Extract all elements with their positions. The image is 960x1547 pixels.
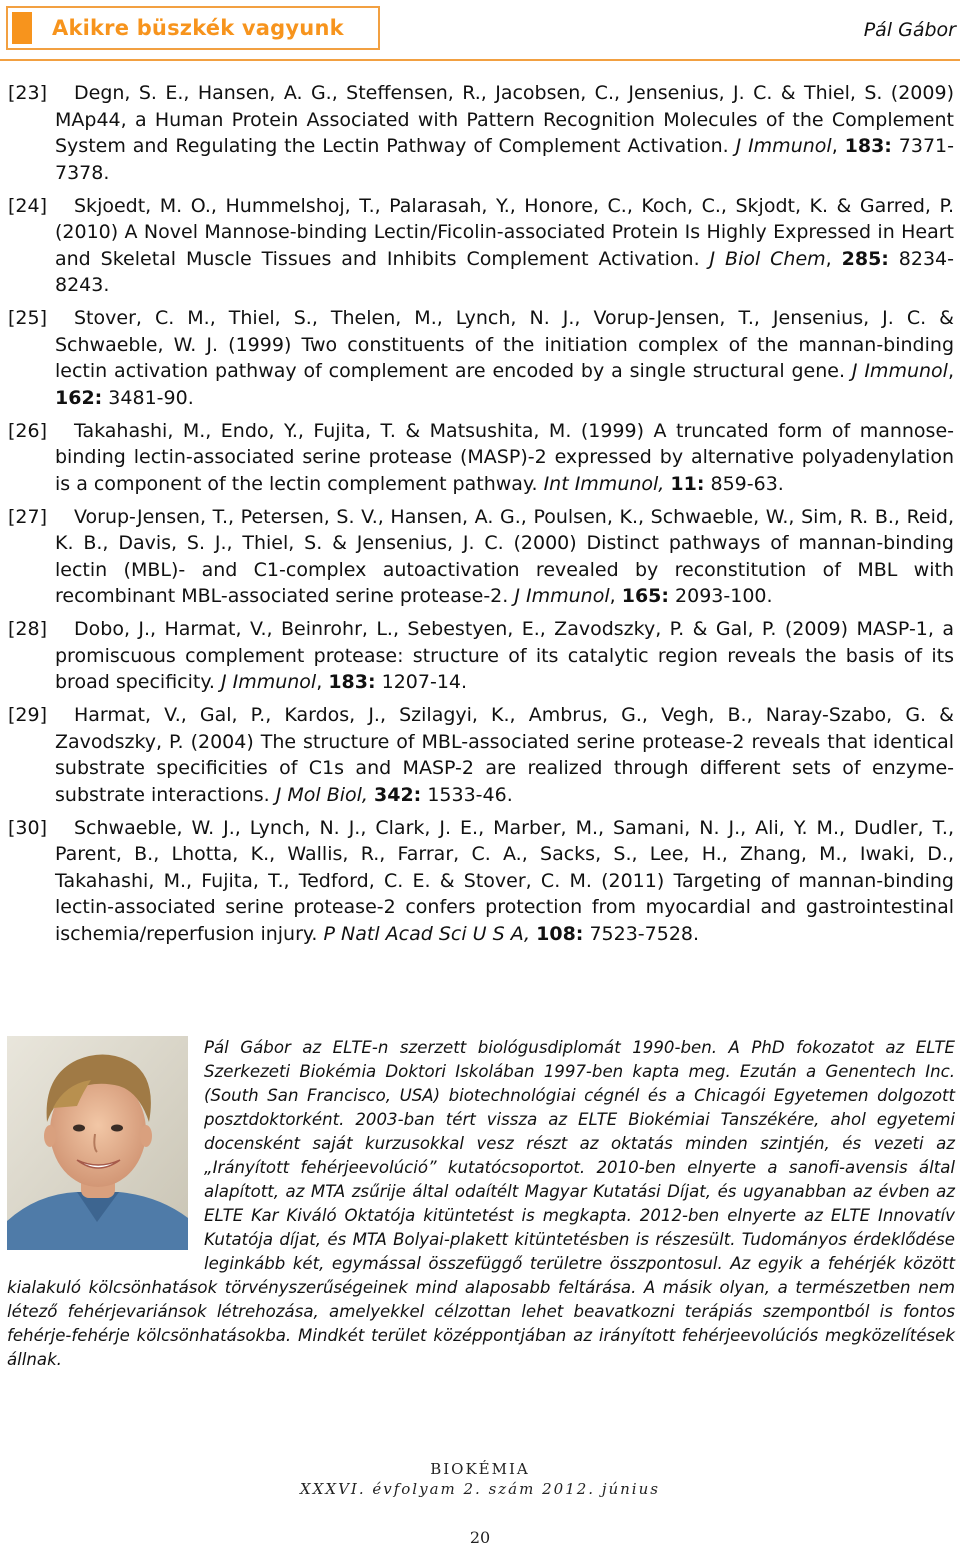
reference-journal: J Immunol	[514, 585, 610, 607]
header-rule	[0, 59, 960, 61]
reference-body: Takahashi, M., Endo, Y., Fujita, T. & Matsushita, M. (1999) A truncated form of mannose-binding lectin-associated serine protease (MASP)-2 expressed by alternative polyadenylation is a component of the lectin complement pathway.	[55, 419, 954, 495]
reference-number: [26]	[8, 419, 48, 442]
reference-volume: 342:	[374, 783, 422, 806]
reference-volume: 165:	[621, 585, 669, 607]
reference-volume: 162:	[55, 386, 103, 409]
reference-pages: 7523-7528.	[583, 922, 700, 945]
reference-journal: J Immunol	[735, 135, 832, 157]
reference-separator: ,	[831, 135, 845, 157]
reference-item	[8, 815, 954, 948]
reference-number: [27]	[8, 505, 48, 528]
footer-issue-info: XXXVI. évfolyam 2. szám 2012. június	[300, 1480, 660, 1498]
reference-item	[8, 702, 954, 808]
reference-body: Stover, C. M., Thiel, S., Thelen, M., Lynch, N. J., Vorup-Jensen, T., Jensenius, J. C. & Schwaeble, W. J. (1999) Two constituents of the initiation complex of the mannan-binding lectin activation pathway of complement are encoded by a single structural gene.	[55, 307, 954, 382]
section-title-box	[6, 6, 380, 50]
section-accent-bar	[12, 12, 32, 44]
reference-journal: J Immunol	[851, 360, 948, 382]
reference-separator: ,	[825, 247, 842, 270]
section-title: Akikre büszkék vagyunk	[52, 16, 344, 40]
reference-separator: ,	[609, 585, 622, 607]
reference-body: Dobo, J., Harmat, V., Beinrohr, L., Sebestyen, E., Zavodszky, P. & Gal, P. (2009) MASP-1, a promiscuous complement protease: structure of its catalytic region reveals the basis of its broad specificity.	[55, 618, 954, 693]
reference-journal: Int Immunol,	[543, 472, 665, 495]
author-bio-text: Pál Gábor az ELTE-n szerzett biológusdiplomát 1990-ben. A PhD fokozatot az ELTE Szerkezeti Biokémia Doktori Iskolában 1997-ben kapta meg. Ezután a Genentech Inc. (South San Francisco, USA) biotechnológiai cégnél és a Chicagói Egyetemen dolgozott posztdoktorként. 2003-ban tért vissza az ELTE Biokémiai Tanszékére, ahol egyetemi docensként saját kurzusokkal vesz részt az oktatás minden szintjén, és vezeti az „Irányított fehérjeevolúció” kutatócsoportot. 2010-ben elnyerte a sanofi-avensis által alapított, az MTA zsűrije által odaítélt Magyar Kutatási Díjat, és ugyanabban az évben az ELTE Kar Kiváló Oktatója kitüntetést is megkapta. 2012-ben elnyerte az ELTE Innovatív Kutatója díjat, és MTA Bolyai-plakett kitüntetésben is részesült. Tudományos érdeklődése leginkább két, egymással összefüggő területre összpontosul. Az egyik a fehérjék között kialakuló kölcsönhatások törvényszerűségeinek mind alaposabb feltárása. A másik olyan, a természetben nem létező fehérjevariánsok létrehozása, amelyekkel célzottan lehet beavatkozni terápiás szempontból is fontos fehérje-fehérje kölcsönhatásokba. Mindkét terület középpontjában az irányított fehérjeevolúciós megközelítések állnak.	[7, 1038, 955, 1369]
reference-pages: 2093-100.	[668, 585, 773, 607]
reference-pages: 8234-8243.	[55, 247, 955, 296]
reference-body: Degn, S. E., Hansen, A. G., Steffensen, R., Jacobsen, C., Jensenius, J. C. & Thiel, S. (2009) MAp44, a Human Protein Associated with Pattern Recognition Molecules of the Complement System and Regulating the Lectin Pathway of Complement Activation.	[55, 82, 954, 157]
reference-pages: 7371-7378.	[55, 135, 954, 184]
author-portrait-image	[7, 1036, 188, 1250]
reference-volume: 183:	[844, 135, 892, 157]
reference-journal: J Mol Biol,	[275, 783, 368, 806]
reference-number: [29]	[8, 704, 48, 726]
reference-volume: 11:	[670, 472, 705, 495]
reference-pages: 1533-46.	[421, 783, 513, 806]
reference-journal: J Immunol	[220, 671, 317, 693]
reference-pages: 859-63.	[704, 472, 784, 495]
reference-volume: 183:	[328, 671, 376, 693]
reference-number: [28]	[8, 618, 48, 640]
footer-journal-name: BIOKÉMIA	[430, 1460, 530, 1478]
page-number: 20	[469, 1528, 491, 1547]
reference-volume: 108:	[536, 922, 584, 945]
reference-number: [25]	[8, 307, 48, 329]
reference-item	[8, 616, 954, 696]
reference-number: [24]	[8, 194, 48, 217]
author-bio	[7, 1036, 955, 1372]
reference-pages: 3481-90.	[102, 386, 194, 409]
reference-item	[8, 305, 954, 411]
reference-body: Harmat, V., Gal, P., Kardos, J., Szilagyi, K., Ambrus, G., Vegh, B., Naray-Szabo, G. & Zavodszky, P. (2004) The structure of MBL-associated serine protease-2 reveals that identical substrate specificities of C1s and MASP-2 are realized through different sets of enzyme-substrate interactions.	[55, 704, 954, 806]
reference-journal: J Biol Chem	[709, 247, 826, 270]
reference-item	[8, 80, 954, 186]
reference-body: Skjoedt, M. O., Hummelshoj, T., Palarasah, Y., Honore, C., Koch, C., Skjodt, K. & Garred, P. (2010) A Novel Mannose-binding Lectin/Ficolin-associated Protein Is Highly Expressed in Heart and Skeletal Muscle Tissues and Inhibits Complement Activation.	[55, 194, 954, 270]
reference-journal: P Natl Acad Sci U S A,	[323, 922, 531, 945]
reference-item	[8, 193, 954, 299]
reference-body: Schwaeble, W. J., Lynch, N. J., Clark, J. E., Marber, M., Samani, N. J., Ali, Y. M., Dudler, T., Parent, B., Lhotta, K., Wallis, R., Farrar, C. A., Sacks, S., Lee, H., Zhang, M., Iwaki, D., Takahashi, M., Fujita, T., Tedford, C. E. & Stover, C. M. (2011) Targeting of mannan-binding lectin-associated serine protease-2 confers protection from myocardial and gastrointestinal ischemia/reperfusion injury.	[55, 816, 954, 945]
page-header	[0, 0, 960, 60]
reference-body: Vorup-Jensen, T., Petersen, S. V., Hansen, A. G., Poulsen, K., Schwaeble, W., Sim, R. B., Reid, K. B., Davis, S. J., Thiel, S. & Jensenius, J. C. (2000) Distinct pathways of mannan-binding lectin (MBL)- and C1-complex autoactivation revealed by reconstitution of MBL with recombinant MBL-associated serine protease-2.	[55, 505, 954, 607]
reference-number: [23]	[8, 82, 48, 104]
reference-item	[8, 504, 954, 610]
reference-item	[8, 418, 954, 498]
reference-separator: ,	[947, 360, 954, 382]
reference-separator: ,	[316, 671, 329, 693]
reference-pages: 1207-14.	[375, 671, 468, 693]
reference-volume: 285:	[841, 247, 889, 270]
header-author-name: Pál Gábor	[863, 19, 956, 41]
reference-list	[8, 80, 954, 954]
reference-number: [30]	[8, 816, 48, 839]
author-photo	[7, 1036, 188, 1250]
